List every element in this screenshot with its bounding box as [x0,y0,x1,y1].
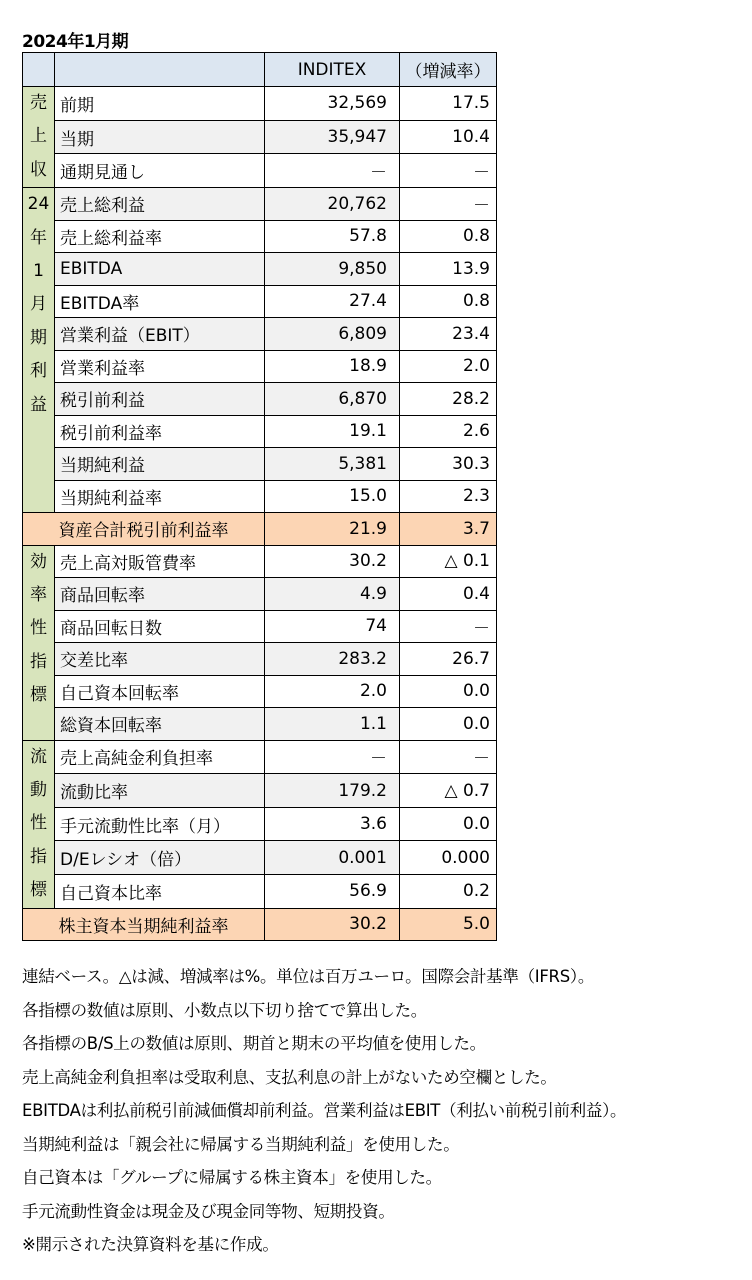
row-label: 売上総利益率 [55,220,265,253]
group-char: 指 [30,651,47,672]
row-label: 前期 [55,87,265,121]
row-value: 57.8 [265,220,400,253]
row-label: 資産合計税引前利益率 [23,513,265,546]
footnote: 売上高純金利負担率は受取利息、支払利息の計上がないため空欄とした。 [22,1067,557,1087]
row-change: △ 0.1 [400,545,497,578]
row-value: 6,809 [265,318,400,351]
row-change: 0.000 [400,841,497,875]
footnote: 各指標の数値は原則、小数点以下切り捨てで算出した。 [22,1000,428,1020]
row-label: 当期純利益率 [55,480,265,513]
footnotes [22,960,742,1262]
table-row [23,154,497,188]
row-label: 営業利益率 [55,350,265,383]
table-row [23,610,497,643]
row-label: 商品回転日数 [55,610,265,643]
row-label: 当期 [55,120,265,154]
footnote: 当期純利益は「親会社に帰属する当期純利益」を使用した。 [22,1134,460,1154]
row-change: 2.3 [400,480,497,513]
row-value: 6,870 [265,383,400,416]
row-change: 17.5 [400,87,497,121]
row-label: 手元流動性比率（月） [55,807,265,841]
group-char: 性 [30,618,47,639]
row-value: 35,947 [265,120,400,154]
group-label-sales [23,87,55,188]
row-change: 23.4 [400,318,497,351]
table-row [23,188,497,221]
row-label: 自己資本比率 [55,874,265,908]
table-row [23,643,497,676]
row-change: 30.3 [400,448,497,481]
group-char: 率 [30,585,47,606]
header-blank-cell [55,53,265,87]
group-label-efficiency [23,545,55,740]
row-change: 0.2 [400,874,497,908]
footnote: EBITDAは利払前税引前減価償却前利益。営業利益はEBIT（利払い前税引前利益）。 [22,1101,627,1120]
table-row [23,87,497,121]
group-char: 月 [30,294,47,315]
row-change: － [400,188,497,221]
row-value: 15.0 [265,480,400,513]
row-label: 交差比率 [55,643,265,676]
group-char: 1 [33,260,44,281]
table-row [23,874,497,908]
group-char: 効 [30,551,47,572]
row-change: 0.8 [400,285,497,318]
row-value: 18.9 [265,350,400,383]
row-value: 3.6 [265,807,400,841]
row-value: 1.1 [265,708,400,741]
footnote: 連結ベース。△は減、増減率は%。単位は百万ユーロ。国際会計基準（IFRS）。 [22,967,595,986]
row-change: － [400,154,497,188]
table-row [23,448,497,481]
row-change: 5.0 [400,908,497,941]
row-value: 20,762 [265,188,400,221]
row-change: 0.0 [400,675,497,708]
row-value: 56.9 [265,874,400,908]
highlight-row-roa [23,513,497,546]
header-blank-cell [23,53,55,87]
row-label: 当期純利益 [55,448,265,481]
group-char: 上 [30,126,47,147]
table-row [23,708,497,741]
row-change: 26.7 [400,643,497,676]
footnote: 自己資本は「グループに帰属する株主資本」を使用した。 [22,1168,442,1187]
table-row [23,774,497,808]
group-char: 標 [30,685,47,706]
row-change: 0.4 [400,578,497,611]
row-change: － [400,610,497,643]
table-row [23,120,497,154]
row-change: 0.8 [400,220,497,253]
table-row [23,253,497,286]
table-row [23,740,497,774]
table-row [23,285,497,318]
table-row [23,350,497,383]
row-value: 9,850 [265,253,400,286]
row-value: 27.4 [265,285,400,318]
row-label: 売上高純金利負担率 [55,740,265,774]
row-change: 3.7 [400,513,497,546]
row-change: 2.6 [400,415,497,448]
financial-table [22,52,497,941]
row-label: 売上高対販管費率 [55,545,265,578]
header-change: （増減率） [400,53,497,87]
header-company: INDITEX [265,53,400,87]
row-value: 32,569 [265,87,400,121]
page-title: 2024年1月期 [22,32,129,52]
group-char: 指 [30,846,47,867]
group-char: 標 [30,880,47,901]
row-label: 総資本回転率 [55,708,265,741]
row-value: 30.2 [265,908,400,941]
row-label: EBITDA率 [55,285,265,318]
group-char: 動 [30,780,47,801]
row-value: 2.0 [265,675,400,708]
row-value: 30.2 [265,545,400,578]
group-label-profit [23,188,55,513]
table-row [23,318,497,351]
row-label: 株主資本当期純利益率 [23,908,265,941]
row-label: 自己資本回転率 [55,675,265,708]
row-value: 4.9 [265,578,400,611]
table-row [23,841,497,875]
table-row [23,415,497,448]
group-char: 年 [30,227,47,248]
group-char: 24 [27,194,50,215]
table-row [23,545,497,578]
row-value: 179.2 [265,774,400,808]
group-char: 収 [30,159,47,180]
row-value: 283.2 [265,643,400,676]
footnote: 手元流動性資金は現金及び現金同等物、短期投資。 [22,1201,395,1221]
row-change: 28.2 [400,383,497,416]
group-char: 利 [30,361,47,382]
row-change: 10.4 [400,120,497,154]
table-row [23,578,497,611]
footnote: 各指標のB/S上の数値は原則、期首と期末の平均値を使用した。 [22,1034,486,1053]
row-label: 流動比率 [55,774,265,808]
row-change: 0.0 [400,708,497,741]
row-label: 売上総利益 [55,188,265,221]
row-label: 営業利益（EBIT） [55,318,265,351]
row-label: 税引前利益率 [55,415,265,448]
footnote: ※開示された決算資料を基に作成。 [22,1235,279,1254]
row-value: － [265,154,400,188]
group-char-sales-tail [23,188,54,189]
table-row [23,807,497,841]
row-change: 2.0 [400,350,497,383]
table-row [23,220,497,253]
table-row [23,480,497,513]
group-char: 益 [30,394,47,415]
group-char: 性 [30,813,47,834]
row-label: 通期見通し [55,154,265,188]
row-label: D/Eレシオ（倍） [55,841,265,875]
row-label: 商品回転率 [55,578,265,611]
highlight-row-roe [23,908,497,941]
table-row [23,675,497,708]
row-value: － [265,740,400,774]
group-char: 流 [30,746,47,767]
group-char: 売 [30,93,47,113]
group-char: 期 [30,327,47,348]
group-label-liquidity [23,740,55,908]
row-change: － [400,740,497,774]
row-label: 税引前利益 [55,383,265,416]
row-label: EBITDA [55,253,265,286]
row-value: 74 [265,610,400,643]
row-value: 21.9 [265,513,400,546]
table-row [23,383,497,416]
row-value: 5,381 [265,448,400,481]
row-change: 0.0 [400,807,497,841]
row-value: 19.1 [265,415,400,448]
row-change: 13.9 [400,253,497,286]
table-header-row [23,53,497,87]
row-value: 0.001 [265,841,400,875]
row-change: △ 0.7 [400,774,497,808]
